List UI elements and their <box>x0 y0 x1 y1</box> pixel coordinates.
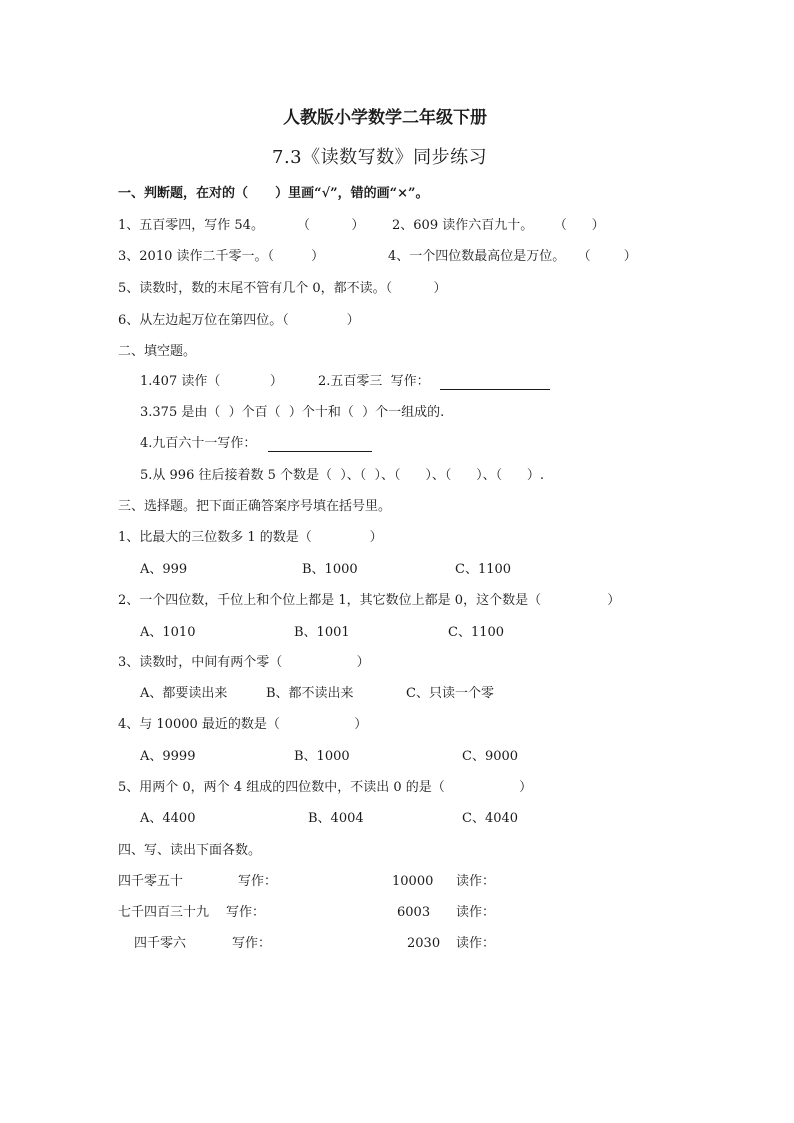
part2-item-2: 3.375 是由（ ）个百（ ）个十和（ ）个一组成的. <box>140 405 445 420</box>
part2-item-3: 4.九百六十一写作： <box>140 436 257 451</box>
option-a: A、9999 <box>140 749 196 764</box>
option-c: C、4040 <box>462 811 519 826</box>
option-a: A、999 <box>140 562 188 577</box>
part4-write-label-2: 写作： <box>226 905 266 920</box>
part1-item-5: 5、读数时，数的末尾不管有几个 0，都不读。（ ） <box>118 281 447 296</box>
part4-number-3: 2030 <box>407 936 441 951</box>
part3-question-5: 5、用两个 0，两个 4 组成的四位数中，不读出 0 的是（ ） <box>118 780 533 795</box>
part4-word-1: 四千零五十 <box>118 874 184 889</box>
option-b: B、1000 <box>294 749 350 764</box>
part2-heading: 二、填空题。 <box>118 344 197 359</box>
option-b: B、4004 <box>308 811 364 826</box>
part4-heading: 四、写、读出下面各数。 <box>118 843 262 858</box>
part1-heading: 一、判断题，在对的（ ）里画“√”，错的画“×”。 <box>118 186 429 201</box>
option-a: A、4400 <box>140 811 196 826</box>
part1-item-1: 1、五百零四，写作 54。 （ ） <box>118 218 365 233</box>
answer-line <box>440 389 550 390</box>
part4-number-1: 10000 <box>392 874 434 889</box>
option-b: B、都不读出来 <box>266 686 354 701</box>
answer-line <box>268 451 372 452</box>
part4-read-label-1: 读作： <box>456 874 496 889</box>
option-a: A、1010 <box>140 625 196 640</box>
part3-heading: 三、选择题。把下面正确答案序号填在括号里。 <box>118 499 392 514</box>
part4-read-label-3: 读作： <box>456 936 496 951</box>
document-title: 人教版小学数学二年级下册 <box>283 108 487 128</box>
part1-item-4: 4、一个四位数最高位是万位。 （ ） <box>388 249 637 264</box>
part1-item-6: 6、从左边起万位在第四位。（ ） <box>118 313 360 328</box>
part3-question-1: 1、比最大的三位数多 1 的数是（ ） <box>118 530 383 545</box>
document-subtitle: 7.3《读数写数》同步练习 <box>272 147 488 168</box>
part4-word-2: 七千四百三十九 <box>118 905 210 920</box>
part2-item-1a: 1.407 读作（ ） <box>140 374 283 389</box>
part1-item-3: 3、2010 读作二千零一。（ ） <box>118 249 325 264</box>
part2-item-4: 5.从 996 往后接着数 5 个数是（ ）、（ ）、（ ）、（ ）、（ ）. <box>140 468 545 483</box>
part2-item-1b: 2.五百零三 写作： <box>318 374 430 389</box>
part1-item-2: 2、609 读作六百九十。 （ ） <box>392 218 605 233</box>
option-b: B、1001 <box>294 625 350 640</box>
option-a: A、都要读出来 <box>140 686 228 701</box>
part4-read-label-2: 读作： <box>456 905 496 920</box>
part4-number-2: 6003 <box>397 905 431 920</box>
option-c: C、1100 <box>448 625 505 640</box>
option-c: C、只读一个零 <box>406 686 494 701</box>
part4-write-label-1: 写作： <box>238 874 278 889</box>
option-c: C、1100 <box>455 562 512 577</box>
part3-question-4: 4、与 10000 最近的数是（ ） <box>118 717 368 732</box>
option-b: B、1000 <box>302 562 358 577</box>
part3-question-3: 3、读数时，中间有两个零（ ） <box>118 655 370 670</box>
part3-question-2: 2、一个四位数，千位上和个位上都是 1，其它数位上都是 0，这个数是（ ） <box>118 593 621 608</box>
option-c: C、9000 <box>462 749 519 764</box>
part4-write-label-3: 写作： <box>232 936 272 951</box>
part4-word-3: 四千零六 <box>134 936 187 951</box>
